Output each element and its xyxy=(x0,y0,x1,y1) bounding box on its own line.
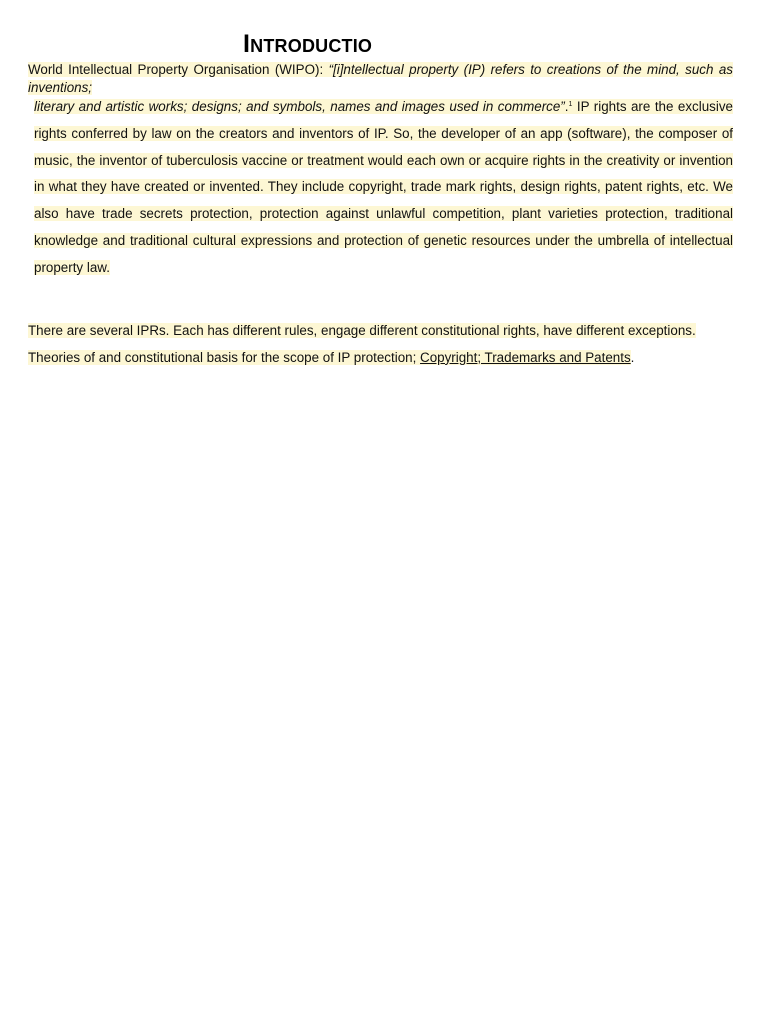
quote-end-text: . xyxy=(564,99,569,114)
intro-paragraph xyxy=(34,94,733,282)
ipr-line-2-end: . xyxy=(630,349,635,365)
lead-plain-text: World Intellectual Property Organisation (WIPO): xyxy=(28,62,329,77)
ipr-line-2 xyxy=(28,345,733,372)
footnote-marker[interactable]: 1 xyxy=(568,101,573,108)
section-title: Introductio xyxy=(243,30,373,58)
quote-continuation-text: literary and artistic works; designs; and symbols, names and images used in commerce” xyxy=(34,99,565,114)
lead-quote-text: “[i]ntellectual property (IP) refers to creations of the mind, such as inventions; xyxy=(28,62,733,95)
ipr-line-1: There are several IPRs. Each has different rules, engage different constitutional rights, have different exceptions. xyxy=(28,323,696,338)
ipr-line-2-text: Theories of and constitutional basis for the scope of IP protection; xyxy=(28,349,421,365)
intro-body-text: IP rights are the exclusive rights conferred by law on the creators and inventors of IP. So, the developer of an app (software), the composer of music, the inventor of tuberculosis vaccine or treatment would each own or acquire rights in the creativity or invention in what they have created or invented. They include copyright, trade mark rights, design rights, patent rights, etc. We also have trade secrets protection, protection against unlawful competition, plant varieties protection, traditional knowledge and traditional cultural expressions and protection of genetic resources under the umbrella of intellectual property law. xyxy=(34,99,733,275)
ipr-paragraph xyxy=(28,318,733,372)
ipr-topics-link[interactable]: Copyright; Trademarks and Patents xyxy=(420,349,631,365)
wipo-definition-lead xyxy=(28,61,733,97)
